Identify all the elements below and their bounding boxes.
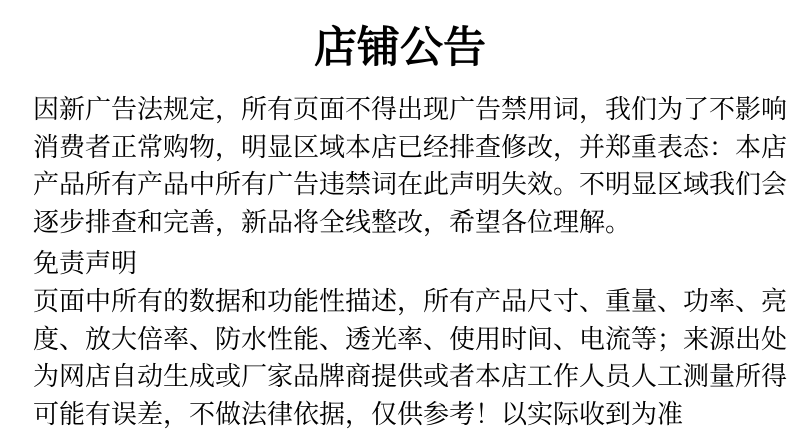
page-title: 店铺公告 [314,23,486,73]
disclaimer-line: 可能有误差，不做法律依据，仅供参考！以实际收到为准 [33,399,684,430]
disclaimer-section [33,246,788,434]
disclaimer-line: 页面中所有的数据和功能性描述，所有产品尺寸、重量、功率、亮 [33,286,788,317]
announcement-line: 逐步排查和完善，新品将全线整改，希望各位理解。 [33,207,632,238]
disclaimer-line: 为网店自动生成或厂家品牌商提供或者本店工作人员人工测量所得 [33,362,788,393]
disclaimer-heading: 免责声明 [33,249,138,280]
announcement-content [33,92,788,434]
announcement-line: 消费者正常购物，明显区域本店已经排查修改，并郑重表态：本店 [33,132,788,163]
announcement-line: 因新广告法规定，所有页面不得出现广告禁用词，我们为了不影响 [33,95,788,125]
disclaimer-line: 度、放大倍率、防水性能、透光率、使用时间、电流等；来源出处 [33,324,788,355]
announcement-line: 产品所有产品中所有广告违禁词在此声明失效。不明显区域我们会 [33,170,788,201]
announcement-paragraph [33,92,788,242]
